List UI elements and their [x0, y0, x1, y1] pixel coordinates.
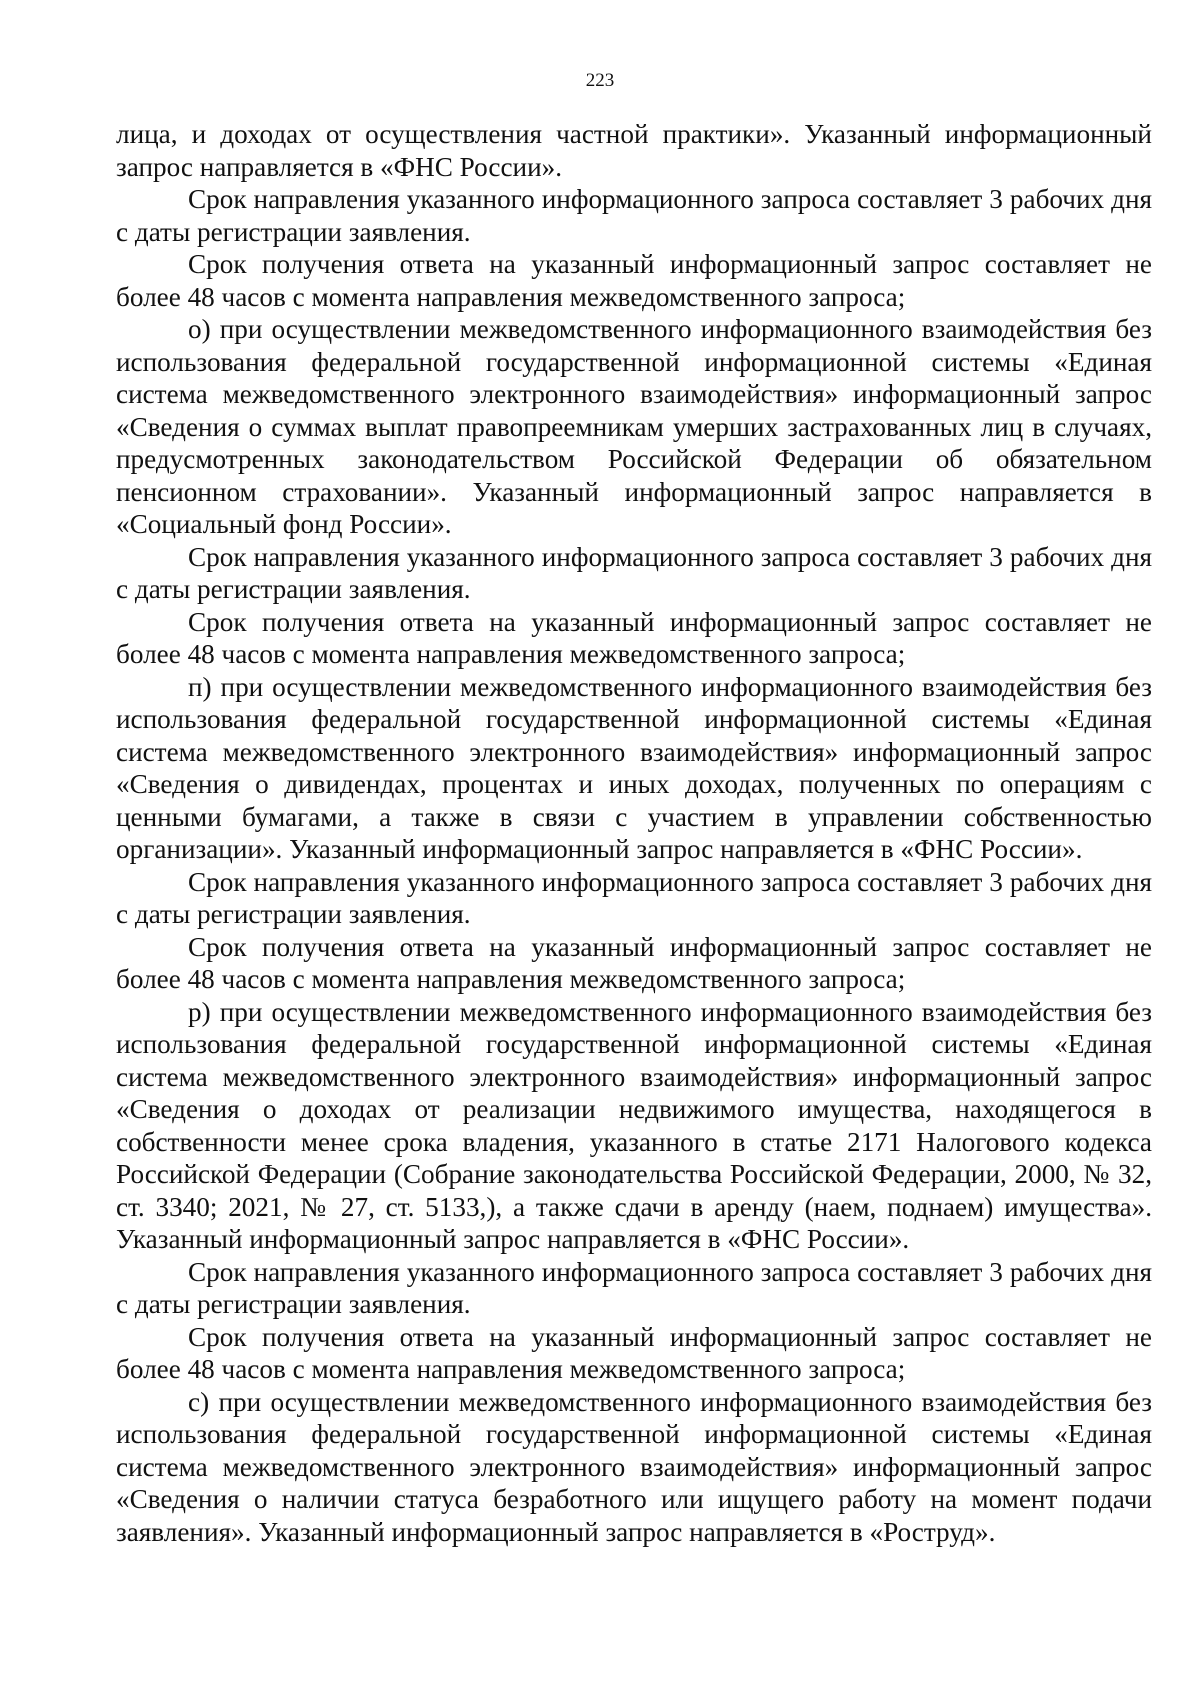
page-number: 223: [585, 70, 615, 91]
paragraph-request-deadline: Срок направления указанного информационного запроса составляет 3 рабочих дня с даты регистрации заявления.: [116, 1256, 1152, 1319]
paragraph-continuation: лица, и доходах от осуществления частной практики». Указанный информационный запрос направляется в «ФНС России».: [116, 119, 1152, 182]
paragraph-request-deadline: Срок направления указанного информационного запроса составляет 3 рабочих дня с даты регистрации заявления.: [116, 866, 1152, 929]
paragraph-item-s: с) при осуществлении межведомственного информационного взаимодействия без использования федеральной государственной информационной системы «Единая система межведомственного электронного взаимодействия» информационный запрос «Сведения о наличии статуса безработного или ищущего работу на момент подачи заявления». Указанный информационный запрос направляется в «Роструд».: [116, 1386, 1152, 1547]
document-body: [116, 118, 1152, 1548]
paragraph-request-deadline: Срок направления указанного информационного запроса составляет 3 рабочих дня с даты регистрации заявления.: [116, 184, 1152, 247]
paragraph-item-p: п) при осуществлении межведомственного информационного взаимодействия без использования федеральной государственной информационной системы «Единая система межведомственного электронного взаимодействия» информационный запрос «Сведения о дивидендах, процентах и иных доходах, полученных по операциям с ценными бумагами, а также в связи с участием в управлении собственностью организации». Указанный информационный запрос направляется в «ФНС России».: [116, 671, 1152, 864]
paragraph-item-r: р) при осуществлении межведомственного информационного взаимодействия без использования федеральной государственной информационной системы «Единая система межведомственного электронного взаимодействия» информационный запрос «Сведения о доходах от реализации недвижимого имущества, находящегося в собственности менее срока владения, указанного в статье 2171 Налогового кодекса Российской Федерации (Собрание законодательства Российской Федерации, 2000, № 32, ст. 3340; 2021, № 27, ст. 5133,), а также сдачи в аренду (наем, поднаем) имущества». Указанный информационный запрос направляется в «ФНС России».: [116, 996, 1152, 1254]
paragraph-response-deadline: Срок получения ответа на указанный информационный запрос составляет не более 48 часов с момента направления межведомственного запроса;: [116, 1321, 1152, 1384]
paragraph-item-o: о) при осуществлении межведомственного информационного взаимодействия без использования федеральной государственной информационной системы «Единая система межведомственного электронного взаимодействия» информационный запрос «Сведения о суммах выплат правопреемникам умерших застрахованных лиц в случаях, предусмотренных законодательством Российской Федерации об обязательном пенсионном страховании». Указанный информационный запрос направляется в «Социальный фонд России».: [116, 314, 1152, 539]
paragraph-request-deadline: Срок направления указанного информационного запроса составляет 3 рабочих дня с даты регистрации заявления.: [116, 541, 1152, 604]
paragraph-response-deadline: Срок получения ответа на указанный информационный запрос составляет не более 48 часов с момента направления межведомственного запроса;: [116, 606, 1152, 669]
paragraph-response-deadline: Срок получения ответа на указанный информационный запрос составляет не более 48 часов с момента направления межведомственного запроса;: [116, 931, 1152, 994]
paragraph-response-deadline: Срок получения ответа на указанный информационный запрос составляет не более 48 часов с момента направления межведомственного запроса;: [116, 249, 1152, 312]
